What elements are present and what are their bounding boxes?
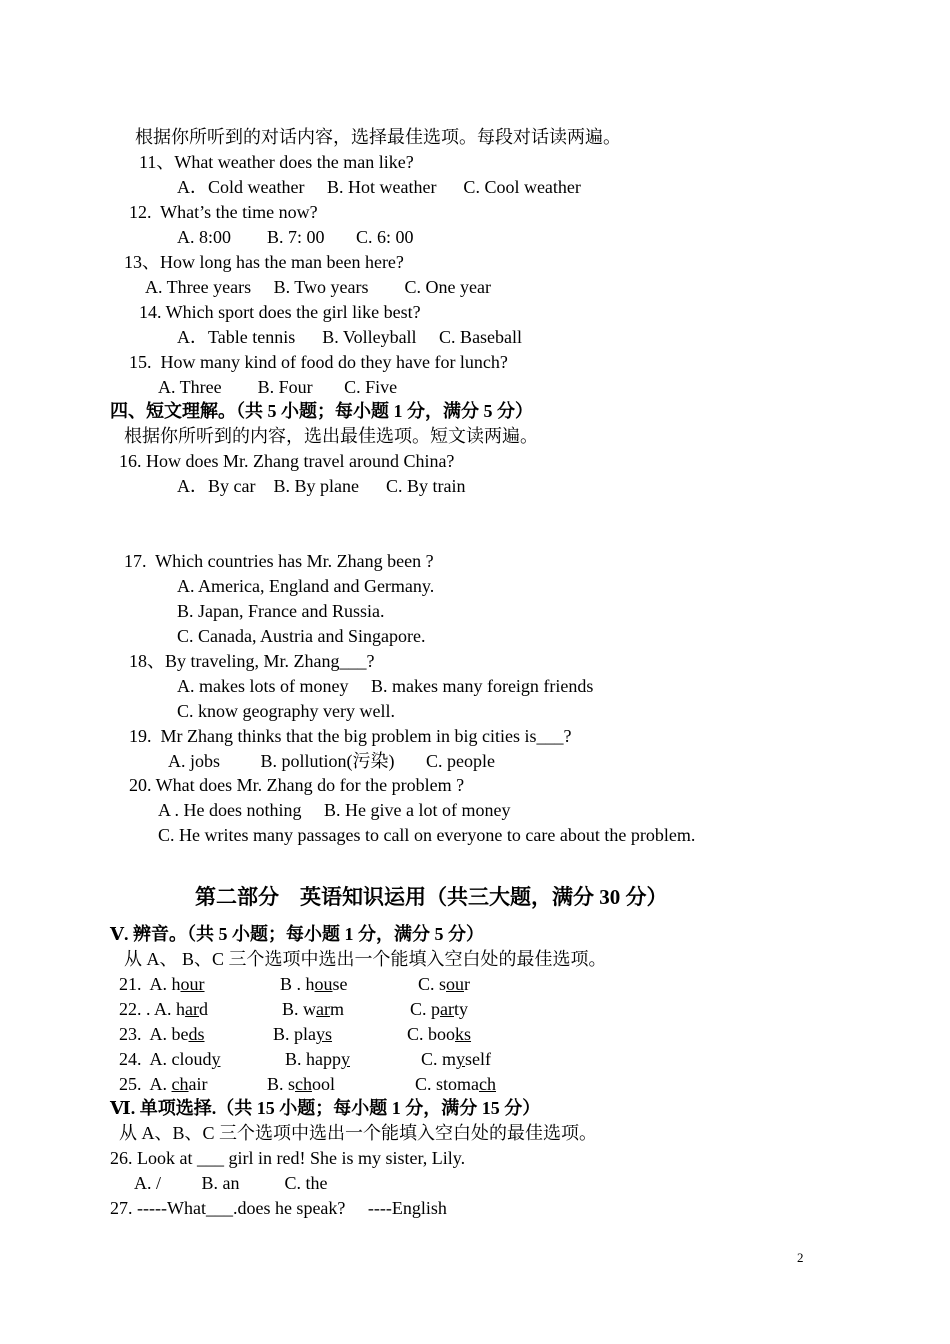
q25-option-b: B. school [267,1074,336,1094]
section5-title: Ⅴ. 辨音。（共 5 小题；每小题 1 分，满分 5 分） [110,924,484,944]
q12-options: A. 8:00 B. 7: 00 C. 6: 00 [177,227,414,247]
q16-options: A．By car B. By plane C. By train [177,476,466,496]
q11-stem: 11、What weather does the man like? [139,152,414,172]
q17-option-b: B. Japan, France and Russia. [177,601,385,621]
q13-stem: 13、How long has the man been here? [124,252,404,272]
q13-options: A. Three years B. Two years C. One year [145,277,491,297]
q24-option-a: 24. A. cloudy [119,1049,221,1069]
q22-option-b: B. warm [282,999,345,1019]
q27-stem: 27. -----What___.does he speak? ----English [110,1198,447,1218]
q23-option-a: 23. A. beds [119,1024,205,1044]
section6-instruction: 从 A、B、C 三个选项中选出一个能填入空白处的最佳选项。 [119,1123,598,1143]
q18-options-ab: A. makes lots of money B. makes many foreign friends [177,676,594,696]
part2-title: 第二部分 英语知识运用（共三大题，满分 30 分） [195,885,668,909]
q25-option-c: C. stomach [415,1074,497,1094]
q24-option-b: B. happy [285,1049,350,1069]
section6-title: Ⅵ. 单项选择.（共 15 小题；每小题 1 分，满分 15 分） [110,1098,541,1118]
q12-stem: 12. What’s the time now? [129,202,318,222]
q21-option-a: 21. A. hour [119,974,205,994]
q14-options: A．Table tennis B. Volleyball C. Baseball [177,327,523,347]
q24-option-c: C. myself [421,1049,492,1069]
q15-stem: 15. How many kind of food do they have for lunch? [129,352,508,372]
q17-stem: 17. Which countries has Mr. Zhang been ? [124,551,434,571]
section4-title: 四、短文理解。（共 5 小题；每小题 1 分，满分 5 分） [110,401,533,421]
section4-instruction: 根据你所听到的内容，选出最佳选项。短文读两遍。 [124,426,538,446]
q17-option-a: A. America, England and Germany. [177,576,435,596]
q26-stem: 26. Look at ___ girl in red! She is my sister, Lily. [110,1148,466,1168]
q20-options-ab: A . He does nothing B. He give a lot of money [158,800,511,820]
q19-options: A. jobs B. pollution(污染) C. people [168,751,495,771]
q18-stem: 18、By traveling, Mr. Zhang___? [129,651,375,671]
q22-option-a: 22. . A. hard [119,999,208,1019]
q19-stem: 19. Mr Zhang thinks that the big problem in big cities is___? [129,726,572,746]
q26-options: A. / B. an C. the [134,1173,328,1193]
q14-stem: 14. Which sport does the girl like best? [139,302,421,322]
q15-options: A. Three B. Four C. Five [158,377,398,397]
q17-option-c: C. Canada, Austria and Singapore. [177,626,426,646]
q18-option-c: C. know geography very well. [177,701,395,721]
q22-option-c: C. party [410,999,469,1019]
q23-option-b: B. plays [273,1024,333,1044]
q11-options: A．Cold weather B. Hot weather C. Cool weather [177,177,581,197]
page-number: 2 [797,1250,804,1265]
q16-stem: 16. How does Mr. Zhang travel around China? [119,451,455,471]
q25-option-a: 25. A. chair [119,1074,208,1094]
section3-instruction: 根据你所听到的对话内容，选择最佳选项。每段对话读两遍。 [135,127,621,147]
section5-instruction: 从 A、 B、C 三个选项中选出一个能填入空白处的最佳选项。 [124,949,607,969]
q21-option-b: B . house [280,974,348,994]
q20-option-c: C. He writes many passages to call on everyone to care about the problem. [158,825,696,845]
q20-stem: 20. What does Mr. Zhang do for the problem ? [129,775,465,795]
q23-option-c: C. books [407,1024,472,1044]
q21-option-c: C. sour [418,974,471,994]
